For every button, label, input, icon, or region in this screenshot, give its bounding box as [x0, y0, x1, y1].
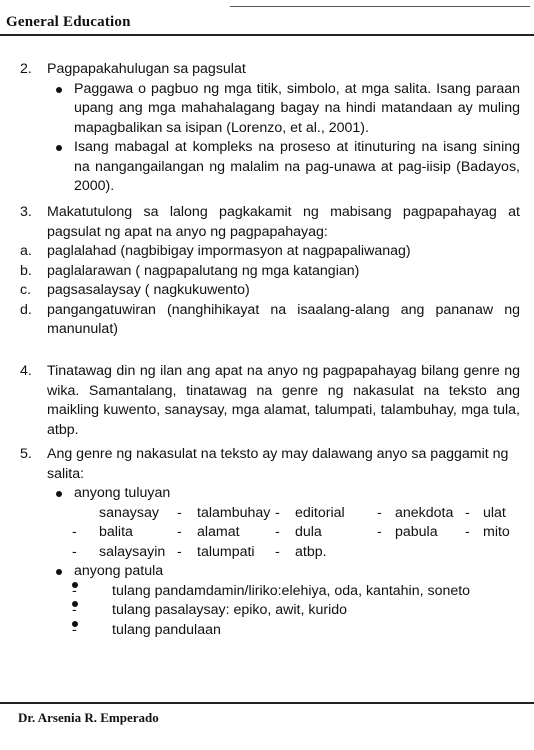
item-number: 4.: [20, 363, 32, 379]
grid-cell: [483, 543, 534, 563]
grid-cell: editorial: [295, 504, 345, 521]
grid-cell: sanaysay: [99, 504, 159, 521]
lettered-list: [20, 242, 520, 340]
grid-cell: salaysayin: [99, 543, 166, 560]
grid-cell: -: [275, 543, 280, 560]
item-2: [20, 60, 520, 197]
grid-cell: pabula: [395, 524, 438, 540]
item-letter-text: pagsasalaysay ( nagkukuwento): [47, 282, 250, 298]
item-text: Tinatawag din ng ilan ang apat na anyo ng pagpapahayag bilang genre ng wika. Samantalang, tinatawag na genre ng nakasulat na teksto ang maikling kuwento, sanaysay, mga alamat, talumpati, talambuhay, mga tula, atbp.: [47, 363, 520, 438]
item-title: Pagpapakahulugan sa pagsulat: [47, 61, 246, 77]
grid-cell: -: [177, 504, 182, 521]
grid-cell: -: [275, 524, 280, 540]
grid-cell: -: [465, 524, 470, 540]
page-header-title: General Education: [6, 14, 131, 30]
grid-cell: atbp.: [295, 543, 327, 560]
patula-item: - tulang pandulaan: [72, 621, 520, 641]
item-letter-text: paglalarawan ( nagpapalutang ng mga katangian): [47, 262, 360, 279]
bullet-list: [47, 484, 520, 640]
lettered-item: [20, 262, 520, 282]
grid-cell: -: [72, 543, 77, 560]
lettered-item: [20, 242, 520, 262]
patula-label: anyong patula: [74, 563, 164, 579]
grid-cell: [465, 543, 483, 563]
grid-cell: -: [377, 504, 382, 521]
item-3: [20, 203, 520, 340]
lettered-item: [20, 281, 520, 301]
grid-cell: -: [177, 524, 182, 540]
grid-cell: anekdota: [395, 504, 454, 521]
header-rule-thin: [230, 6, 530, 7]
item-letter: b.: [20, 262, 32, 279]
item-letter-text: paglalahad (nagbibigay impormasyon at nagpapaliwanag): [47, 243, 411, 259]
item-text: Ang genre ng nakasulat na teksto ay may dalawang anyo sa paggamit ng salita:: [47, 446, 509, 482]
patula-item: - tulang pandamdamin/liriko:elehiya, oda, kantahin, soneto: [72, 582, 520, 602]
bullet-item: Paggawa o pagbuo ng mga titik, simbolo, at mga salita. Isang paraan upang ang mga mahahalagang bagay na hindi matandaan ay muling mapagbalikan sa isipan (Lorenzo, et al., 2001).: [47, 80, 520, 139]
bullet-item: [47, 484, 520, 562]
header-rule: [0, 34, 534, 36]
grid-cell: talambuhay: [197, 504, 271, 521]
item-letter: d.: [20, 301, 32, 318]
grid-cell: talumpati: [197, 543, 255, 560]
grid-cell: balita: [99, 524, 133, 540]
item-number: 3.: [20, 204, 32, 220]
grid-cell: [377, 543, 395, 563]
grid-cell: -: [177, 543, 182, 560]
grid-cell: -: [72, 524, 77, 540]
bullet-list: [47, 80, 520, 197]
grid-cell: mito: [483, 524, 510, 540]
grid-cell: dula: [295, 524, 322, 540]
footer-rule: [0, 702, 534, 704]
item-letter-text: pangangatuwiran (nanghihikayat na isaalang-alang ang pananaw ng manunulat): [47, 301, 520, 337]
patula-item: - tulang pasalaysay: epiko, awit, kurido: [72, 601, 520, 621]
item-number: 5.: [20, 446, 32, 462]
tuluyan-label: anyong tuluyan: [74, 485, 171, 501]
bullet-item: [47, 562, 520, 640]
grid-cell: -: [275, 504, 280, 521]
patula-list: [72, 582, 520, 641]
footer-author: Dr. Arsenia R. Emperado: [18, 710, 159, 725]
grid-cell: alamat: [197, 524, 240, 540]
item-letter: a.: [20, 243, 32, 259]
item-text: Makatutulong sa lalong pagkakamit ng mabisang pagpapahayag at pagsulat ng apat na anyo ng pagpapahayag:: [47, 204, 520, 240]
grid-cell: ulat: [483, 504, 506, 521]
item-number: 2.: [20, 61, 32, 77]
tuluyan-grid: [72, 504, 520, 563]
grid-cell: [72, 504, 99, 524]
item-letter: c.: [20, 282, 32, 298]
grid-cell: -: [465, 504, 470, 521]
lettered-item: [20, 301, 520, 340]
grid-cell: [395, 543, 465, 563]
item-4: [20, 362, 520, 440]
item-5: [20, 445, 520, 640]
grid-cell: -: [377, 524, 382, 540]
bullet-item: Isang mabagal at kompleks na proseso at itinuturing na isang sining na nangangailangan ng malalim na pag-unawa at pag-iisip (Badayos, 2000).: [47, 138, 520, 197]
